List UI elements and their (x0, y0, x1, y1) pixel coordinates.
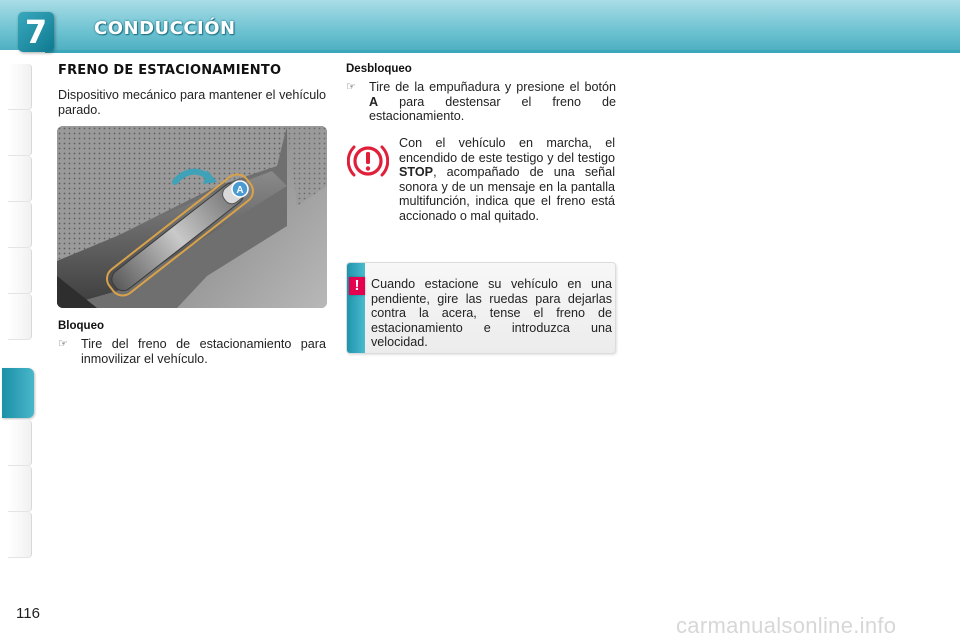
note-box (346, 262, 616, 354)
chapter-number-badge: 7 (18, 12, 54, 52)
button-a-reference: A (369, 94, 379, 109)
bloqueo-text: Tire del freno de estacionamiento para inmovilizar el vehículo. (81, 337, 326, 366)
exclamation-icon: ! (349, 277, 365, 295)
bloqueo-title: Bloqueo (58, 320, 104, 332)
chapter-tab-9[interactable] (8, 466, 32, 512)
chapter-title: CONDUCCIÓN (94, 18, 236, 39)
chapter-tab-6[interactable] (8, 294, 32, 340)
chapter-tab-7-active[interactable] (2, 368, 34, 418)
chapter-tabs (0, 64, 36, 574)
chapter-tab-8[interactable] (8, 420, 32, 466)
image-callout-label: A (236, 185, 244, 196)
chapter-tab-10[interactable] (8, 512, 32, 558)
watermark: carmanualsonline.info (676, 613, 897, 638)
warning-paragraph: Con el vehículo en marcha, el encendido de este testigo y del testigo STOP, acompañado de una señal sonora y de un mensaje en la pantalla multifunción, indica que el freno está accionado o mal quitado. (399, 136, 615, 223)
desbloqueo-title: Desbloqueo (346, 63, 412, 75)
note-text: Cuando estacione su vehículo en una pendiente, gire las ruedas para dejarlas contra la acera, tense el freno de estacionamiento e introduzca una velocidad. (371, 277, 612, 349)
header-underline (45, 50, 960, 53)
chapter-tab-2[interactable] (8, 110, 32, 156)
chapter-tab-5[interactable] (8, 248, 32, 294)
chapter-tab-4[interactable] (8, 202, 32, 248)
page-number: 116 (16, 605, 40, 622)
chapter-tab-1[interactable] (8, 64, 32, 110)
pointing-hand-icon: ☞ (58, 338, 68, 350)
desbloqueo-text: Tire de la empuñadura y presione el botón A para destensar el freno de estacionamiento. (369, 80, 617, 123)
chapter-tab-3[interactable] (8, 156, 32, 202)
parking-brake-image (57, 126, 327, 308)
section-title: FRENO DE ESTACIONAMIENTO (58, 63, 282, 78)
pointing-hand-icon: ☞ (346, 81, 356, 93)
desbloqueo-bullet (346, 80, 616, 124)
bloqueo-bullet (58, 337, 326, 366)
intro-paragraph: Dispositivo mecánico para mantener el vehículo parado. (58, 88, 326, 117)
stop-label: STOP (399, 165, 434, 179)
